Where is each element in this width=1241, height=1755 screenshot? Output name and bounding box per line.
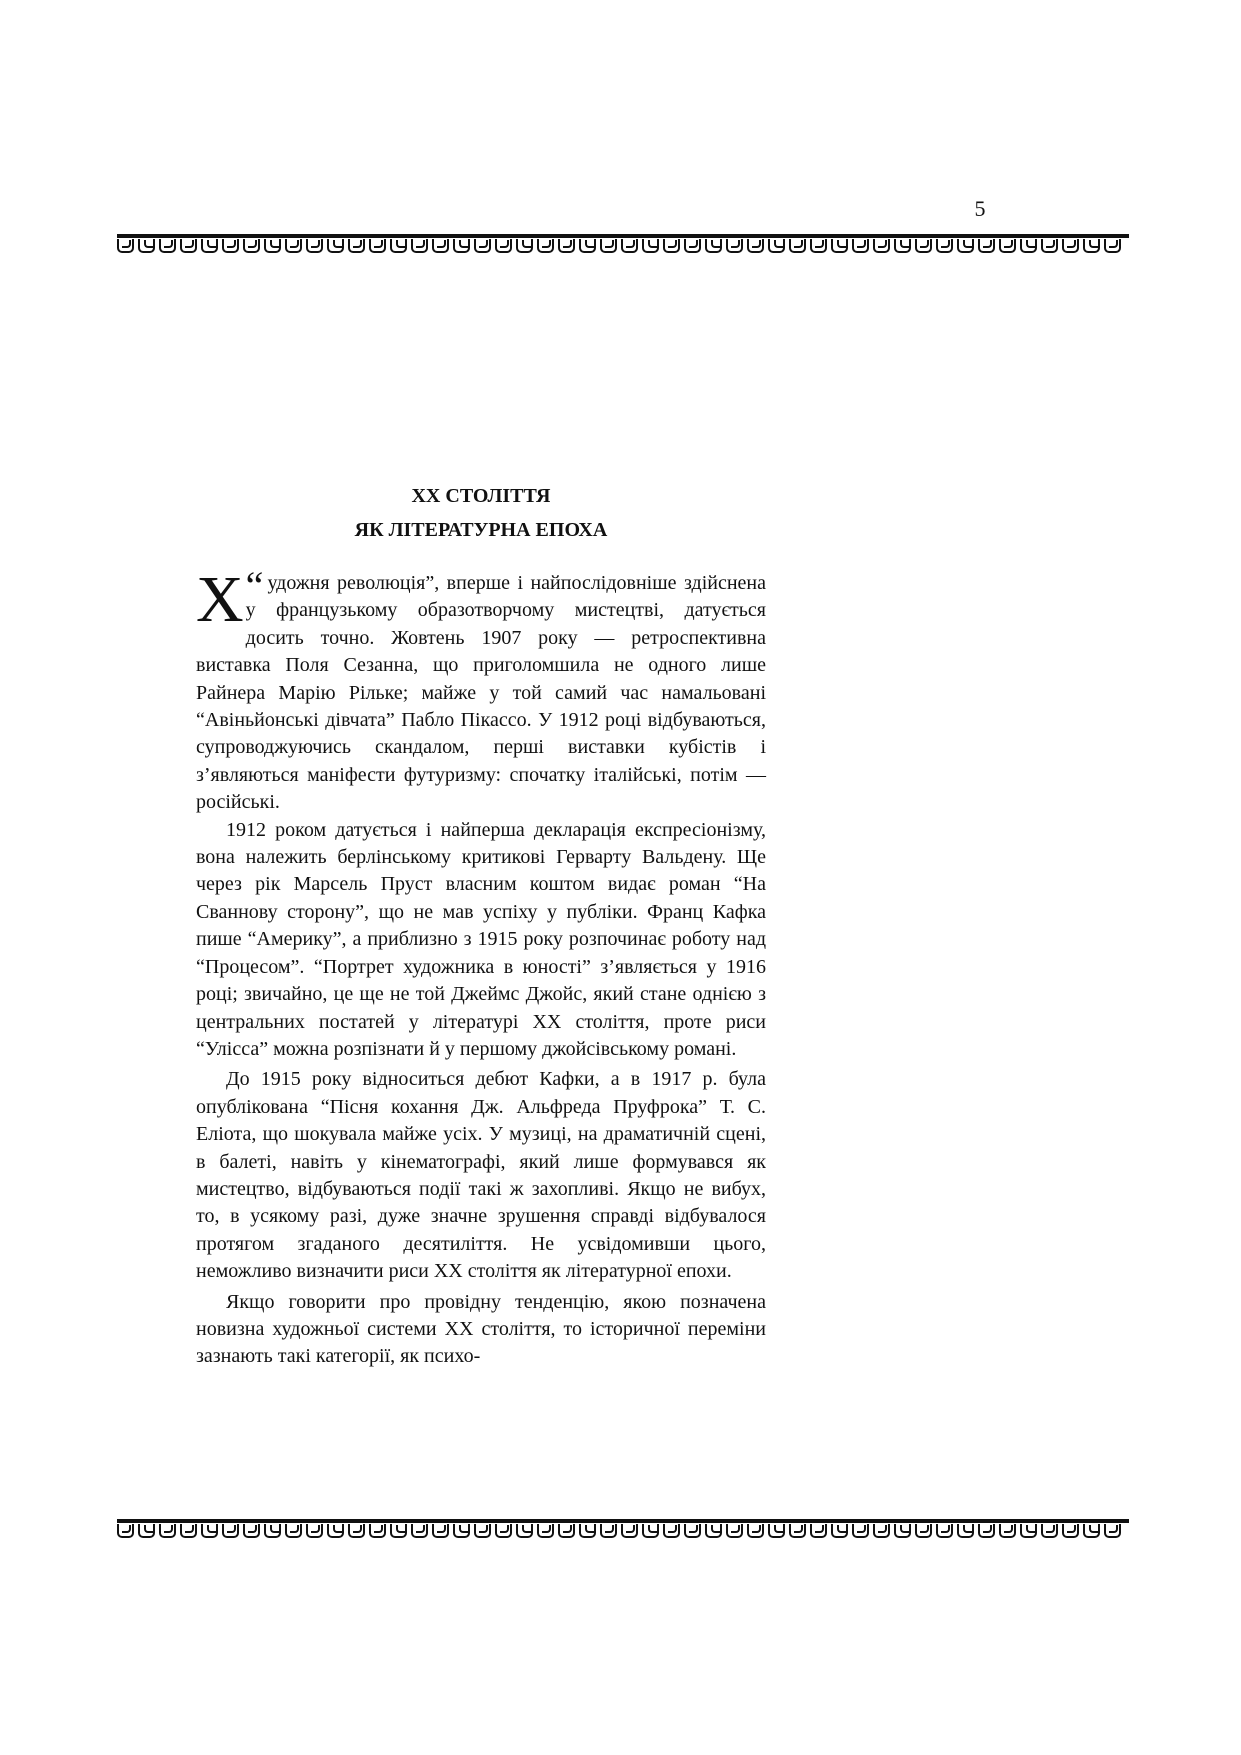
border-ornament [747, 1524, 764, 1538]
border-ornament [768, 239, 785, 253]
border-ornament [180, 1524, 197, 1538]
border-ornament [1020, 239, 1037, 253]
border-ornament [327, 239, 344, 253]
paragraph-3: До 1915 року відноситься дебют Кафки, а в 1917 р. була опублікована “Пісня кохання Дж. Альфреда Пруфрока” Т. С. Еліота, що шокувала майже усіх. У музиці, на драматичній сцені, в балеті, навіть у кінематографі, який лише формувався як мистецтво, відбуваються події такі ж захопливі. Якщо не вибух, то, в усякому разі, дуже значне зрушення справді відбувалося протягом згаданого десятиліття. Не усвідомивши цього, неможливо визначити риси XX століття як літературної епохи. [196, 1068, 766, 1283]
border-ornament [159, 239, 176, 253]
border-ornament [1041, 1524, 1058, 1538]
border-ornament [747, 239, 764, 253]
border-ornament [306, 1524, 323, 1538]
page-number: 5 [974, 196, 986, 221]
border-ornament [936, 1524, 953, 1538]
drop-cap: Х [196, 563, 244, 636]
border-ornament [726, 1524, 743, 1538]
border-ornament [537, 239, 554, 253]
border-ornament [369, 239, 386, 253]
border-ornament [957, 239, 974, 253]
chapter-title-line-1: XX СТОЛІТТЯ [411, 485, 551, 507]
border-ornament [600, 239, 617, 253]
border-ornament [705, 239, 722, 253]
border-ornament [726, 239, 743, 253]
border-ornament [411, 239, 428, 253]
border-ornament [264, 1524, 281, 1538]
border-ornament [201, 1524, 218, 1538]
border-ornament [663, 1524, 680, 1538]
border-ornament [474, 239, 491, 253]
border-ornament [285, 239, 302, 253]
chapter-title [196, 479, 766, 547]
border-ornament [474, 1524, 491, 1538]
border-ornament [663, 239, 680, 253]
border-ornament [915, 1524, 932, 1538]
border-ornament [369, 1524, 386, 1538]
border-ornament [327, 1524, 344, 1538]
border-ornament [642, 1524, 659, 1538]
border-ornament [1083, 1524, 1100, 1538]
border-ornament [222, 239, 239, 253]
border-ornament [957, 1524, 974, 1538]
border-ornament [768, 1524, 785, 1538]
border-ornament [579, 1524, 596, 1538]
border-ornament [1062, 1524, 1079, 1538]
border-ornament [1041, 239, 1058, 253]
border-ornament [1104, 1524, 1121, 1538]
border-ornament [1020, 1524, 1037, 1538]
border-ornament [558, 239, 575, 253]
border-ornament [264, 239, 281, 253]
border-ornament [789, 1524, 806, 1538]
border-ornament [621, 239, 638, 253]
border-ornament [684, 1524, 701, 1538]
paragraph-2: 1912 роком датується і найперша декларація експресіонізму, вона належить берлінському критикові Герварту Вальдену. Ще через рік Марсель Пруст власним коштом видає роман “На Сваннову сторону”, що не мав успіху у публіки. Франц Кафка пише “Америку”, а приблизно з 1915 року розпочинає роботу над “Процесом”. “Портрет художника в юності” з’являється у 1916 році; звичайно, це ще не той Джеймс Джойс, який стане однією з центральних постатей у літературі XX століття, проте риси “Улісса” можна розпізнати й у першому джойсівському романі. [196, 818, 766, 1060]
article-body [196, 563, 766, 1371]
border-ornament [159, 1524, 176, 1538]
border-ornament [831, 239, 848, 253]
border-ornament [621, 1524, 638, 1538]
border-ornament [243, 1524, 260, 1538]
border-ornament [684, 239, 701, 253]
border-ornament [117, 1524, 134, 1538]
ornamental-border-bottom [117, 1519, 1129, 1541]
border-ornament [138, 1524, 155, 1538]
border-ornament [516, 239, 533, 253]
border-ornament [390, 239, 407, 253]
border-ornament [285, 1524, 302, 1538]
border-ornament [978, 239, 995, 253]
border-ornament [852, 239, 869, 253]
border-ornament [915, 239, 932, 253]
border-ornament [810, 239, 827, 253]
border-ornament [1083, 239, 1100, 253]
border-ornament [453, 1524, 470, 1538]
border-ornament [390, 1524, 407, 1538]
border-ornament [117, 239, 134, 253]
border-ornament [411, 1524, 428, 1538]
paragraph-4: Якщо говорити про провідну тенденцію, якою позначена новизна художньої системи XX століття, то історичної переміни зазнають такі категорії, як психо- [196, 1290, 766, 1368]
border-ornament [600, 1524, 617, 1538]
border-ornament [495, 239, 512, 253]
border-ornament [1104, 239, 1121, 253]
border-ornament [894, 1524, 911, 1538]
border-ornament [1062, 239, 1079, 253]
border-ornament [453, 239, 470, 253]
border-ornament [936, 239, 953, 253]
border-ornament [180, 239, 197, 253]
border-ornament [495, 1524, 512, 1538]
border-ornament [831, 1524, 848, 1538]
border-ornament [789, 239, 806, 253]
border-ornament [558, 1524, 575, 1538]
border-ornament [348, 1524, 365, 1538]
opening-quote-mark: “ [245, 563, 264, 608]
border-ornament [999, 239, 1016, 253]
border-ornament [852, 1524, 869, 1538]
border-ornament [222, 1524, 239, 1538]
border-ornament [432, 239, 449, 253]
border-ornament [432, 1524, 449, 1538]
paragraph-1-text: удожня революція”, вперше і найпослідовніше здійснена у французькому образотворчому мистецтві, датується досить точно. Жовтень 1907 року — ретроспективна виставка Поля Сезанна, що приголомшила не одного лише Райнера Марію Рільке; майже у той самий час намальовані “Авіньйонські дівчата” Пабло Пікассо. У 1912 році відбуваються, супроводжуючись скандалом, перші виставки кубістів і з’являються маніфести футуризму: спочатку італійські, потім — російські. [196, 572, 766, 814]
border-ornament [348, 239, 365, 253]
border-ornament [516, 1524, 533, 1538]
border-ornament [705, 1524, 722, 1538]
border-ornament [243, 239, 260, 253]
border-ornament [999, 1524, 1016, 1538]
border-ornament [642, 239, 659, 253]
border-ornament [894, 239, 911, 253]
border-ornament [873, 1524, 890, 1538]
border-ornament [873, 239, 890, 253]
chapter-title-line-2: ЯК ЛІТЕРАТУРНА ЕПОХА [354, 519, 608, 541]
border-ornament [201, 239, 218, 253]
border-ornament [810, 1524, 827, 1538]
border-ornament [579, 239, 596, 253]
paragraph-1 [196, 563, 766, 817]
ornamental-border-top [117, 234, 1129, 256]
border-ornament [537, 1524, 554, 1538]
border-ornament [306, 239, 323, 253]
border-ornament [978, 1524, 995, 1538]
border-ornament [138, 239, 155, 253]
